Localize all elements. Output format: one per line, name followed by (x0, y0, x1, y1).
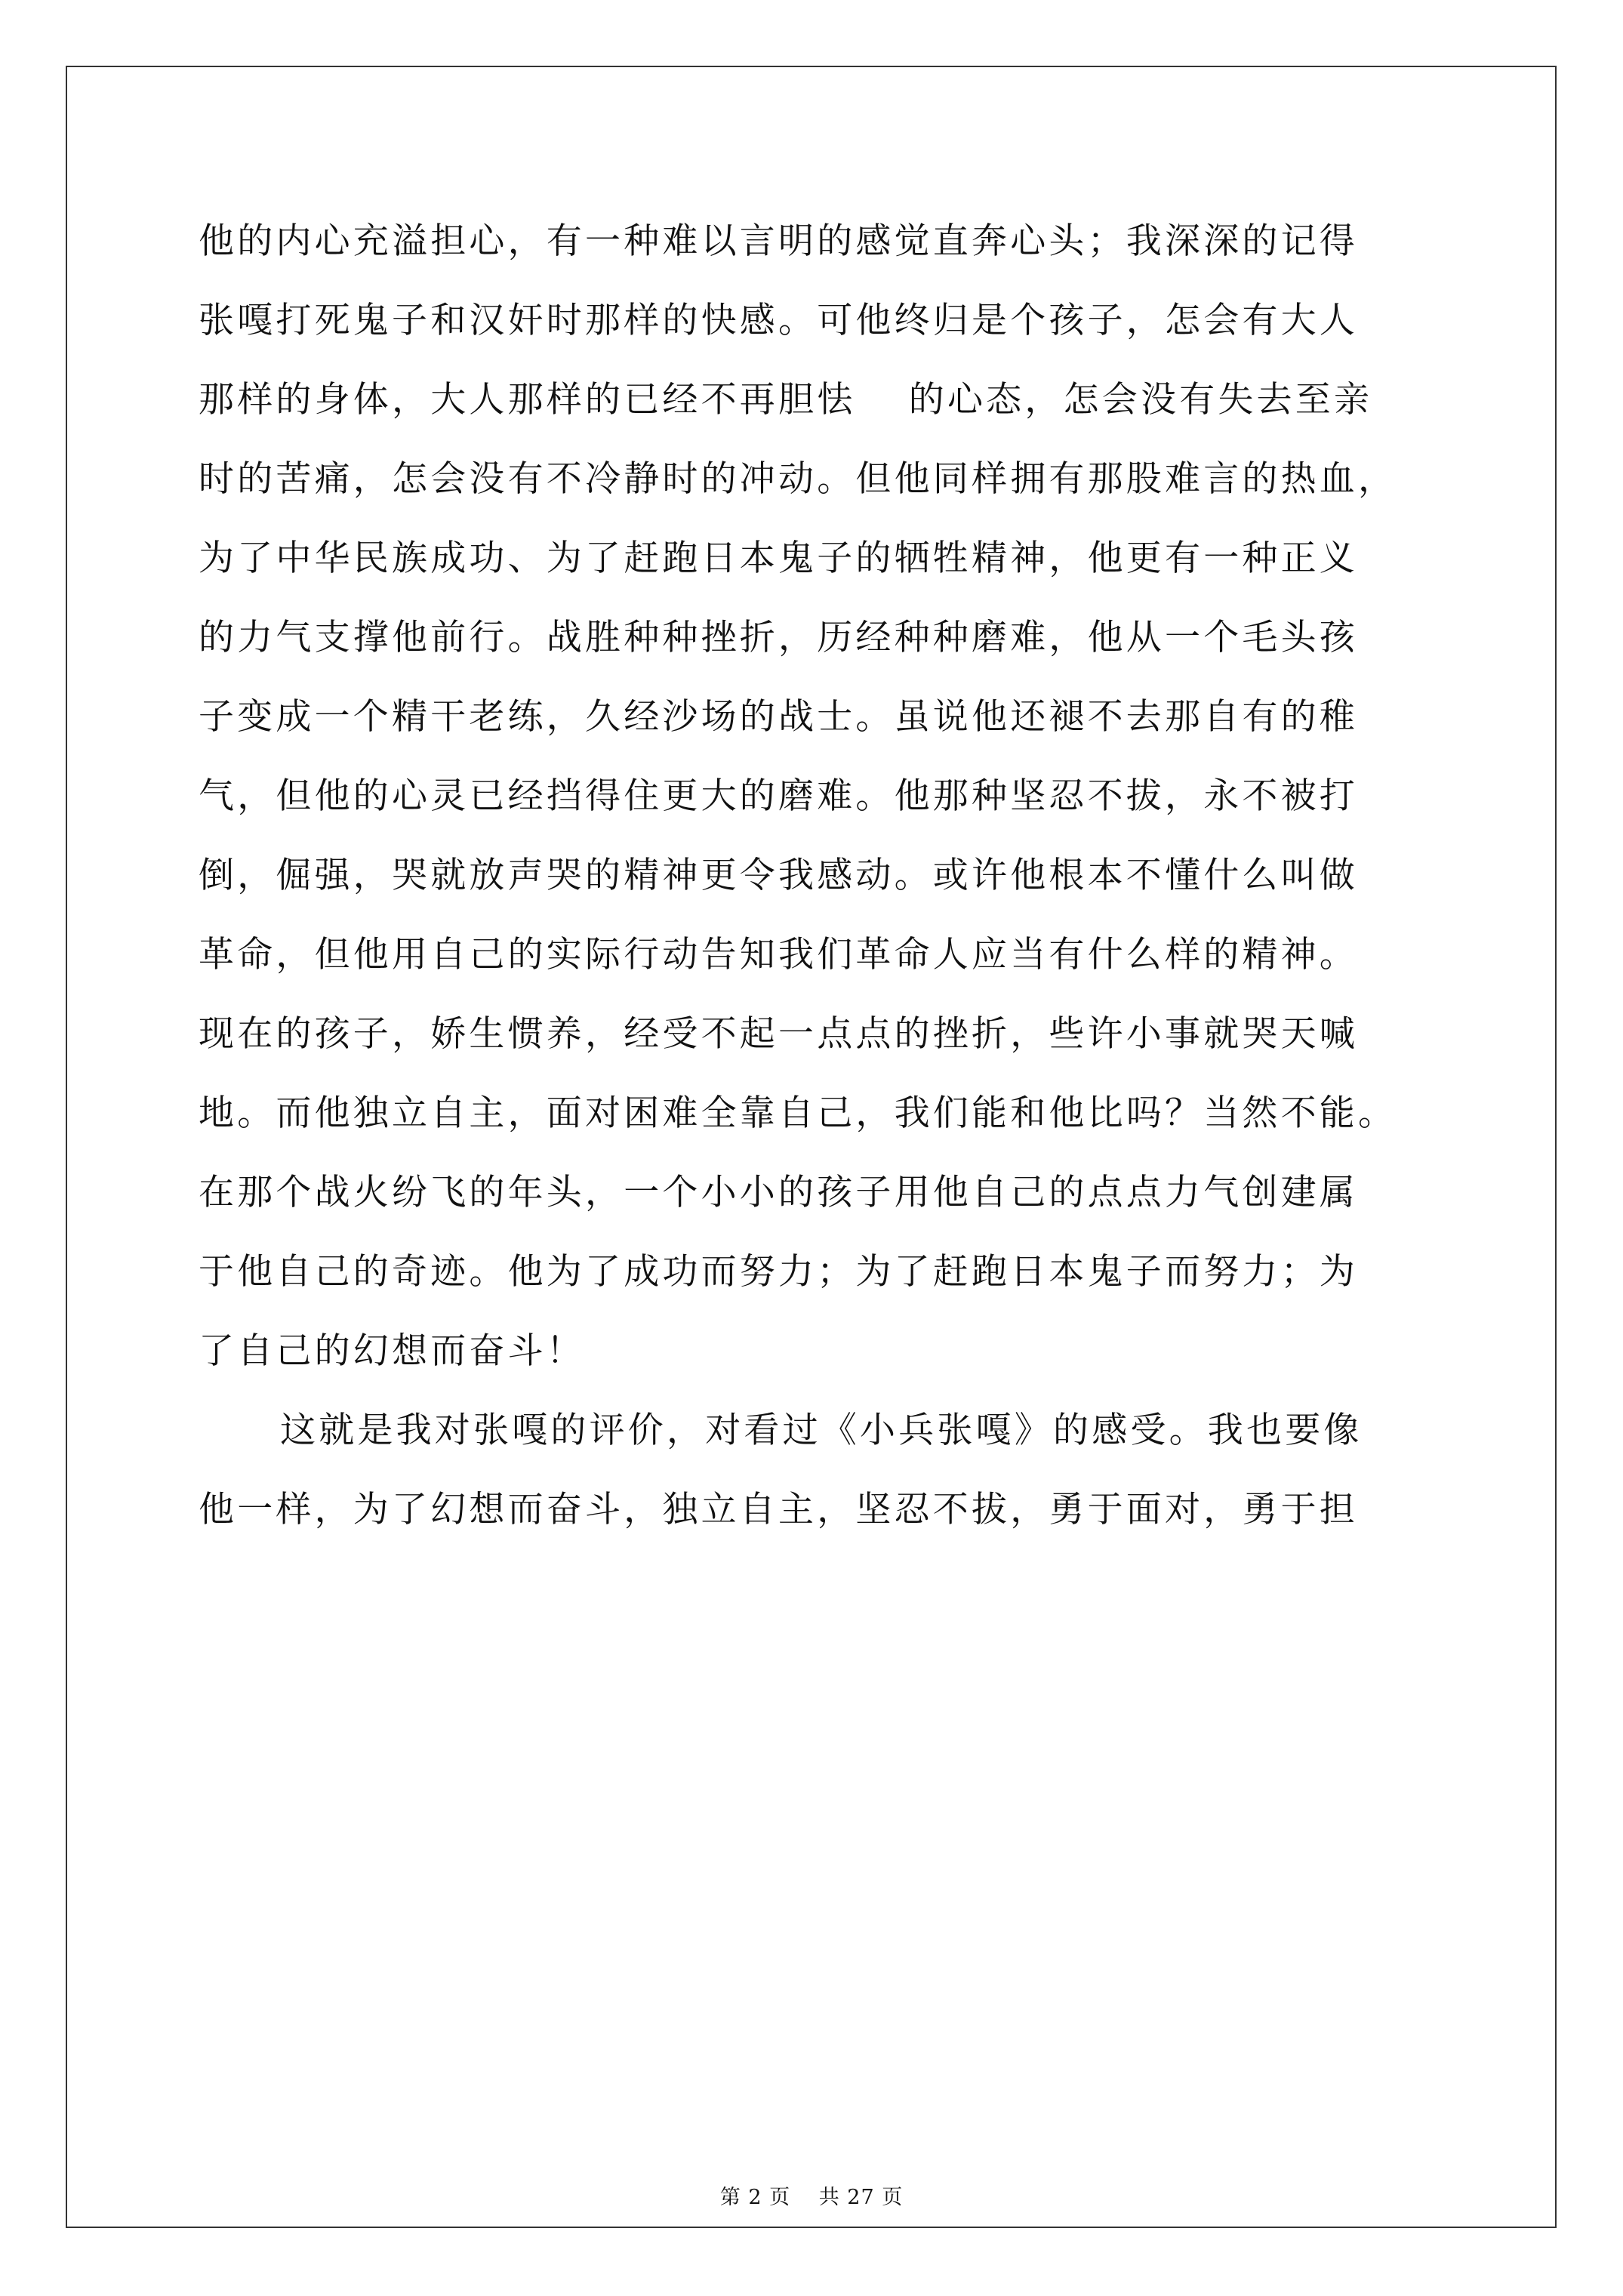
text-line: 子变成一个精干老练，久经沙场的战士。虽说他还褪不去那自有的稚 (199, 696, 1358, 738)
text-line: 革命，但他用自己的实际行动告知我们革命人应当有什么样的精神。 (199, 934, 1358, 975)
text-line: 倒，倔强，哭就放声哭的精神更令我感动。或许他根本不懂什么叫做 (199, 855, 1358, 896)
text-line: 气，但他的心灵已经挡得住更大的磨难。他那种坚忍不拔，永不被打 (199, 775, 1358, 817)
text-line: 他一样，为了幻想而奋斗，独立自主，坚忍不拔，勇于面对，勇于担 (199, 1489, 1358, 1530)
text-line: 时的苦痛，怎会没有不冷静时的冲动。但他同样拥有那股难言的热血， (199, 458, 1397, 500)
text-line: 张嘎打死鬼子和汉奸时那样的快感。可他终归是个孩子，怎会有大人 (199, 300, 1358, 341)
text-line: 为了中华民族成功、为了赶跑日本鬼子的牺牲精神，他更有一种正义 (199, 538, 1358, 579)
page-footer: 第 2 页 共 27 页 (719, 2186, 904, 2209)
text-line: 那样的身体，大人那样的已经不再胆怯 的心态，怎会没有失去至亲 (199, 379, 1373, 421)
text-line: 于他自己的奇迹。他为了成功而努力；为了赶跑日本鬼子而努力；为 (199, 1251, 1358, 1293)
text-line: 现在的孩子，娇生惯养，经受不起一点点的挫折，些许小事就哭天喊 (199, 1013, 1358, 1055)
text-line: 的力气支撑他前行。战胜种种挫折，历经种种磨难，他从一个毛头孩 (199, 617, 1358, 658)
text-line: 地。而他独立自主，面对困难全靠自己，我们能和他比吗？当然不能。 (199, 1093, 1397, 1134)
text-line: 这就是我对张嘎的评价，对看过《小兵张嘎》的感受。我也要像 (280, 1410, 1363, 1451)
text-line: 他的内心充溢担心，有一种难以言明的感觉直奔心头；我深深的记得 (199, 220, 1358, 262)
document-body (199, 219, 1437, 1567)
text-line: 在那个战火纷飞的年头，一个小小的孩子用他自己的点点力气创建属 (199, 1172, 1358, 1213)
text-line: 了自己的幻想而奋斗！ (199, 1330, 585, 1372)
